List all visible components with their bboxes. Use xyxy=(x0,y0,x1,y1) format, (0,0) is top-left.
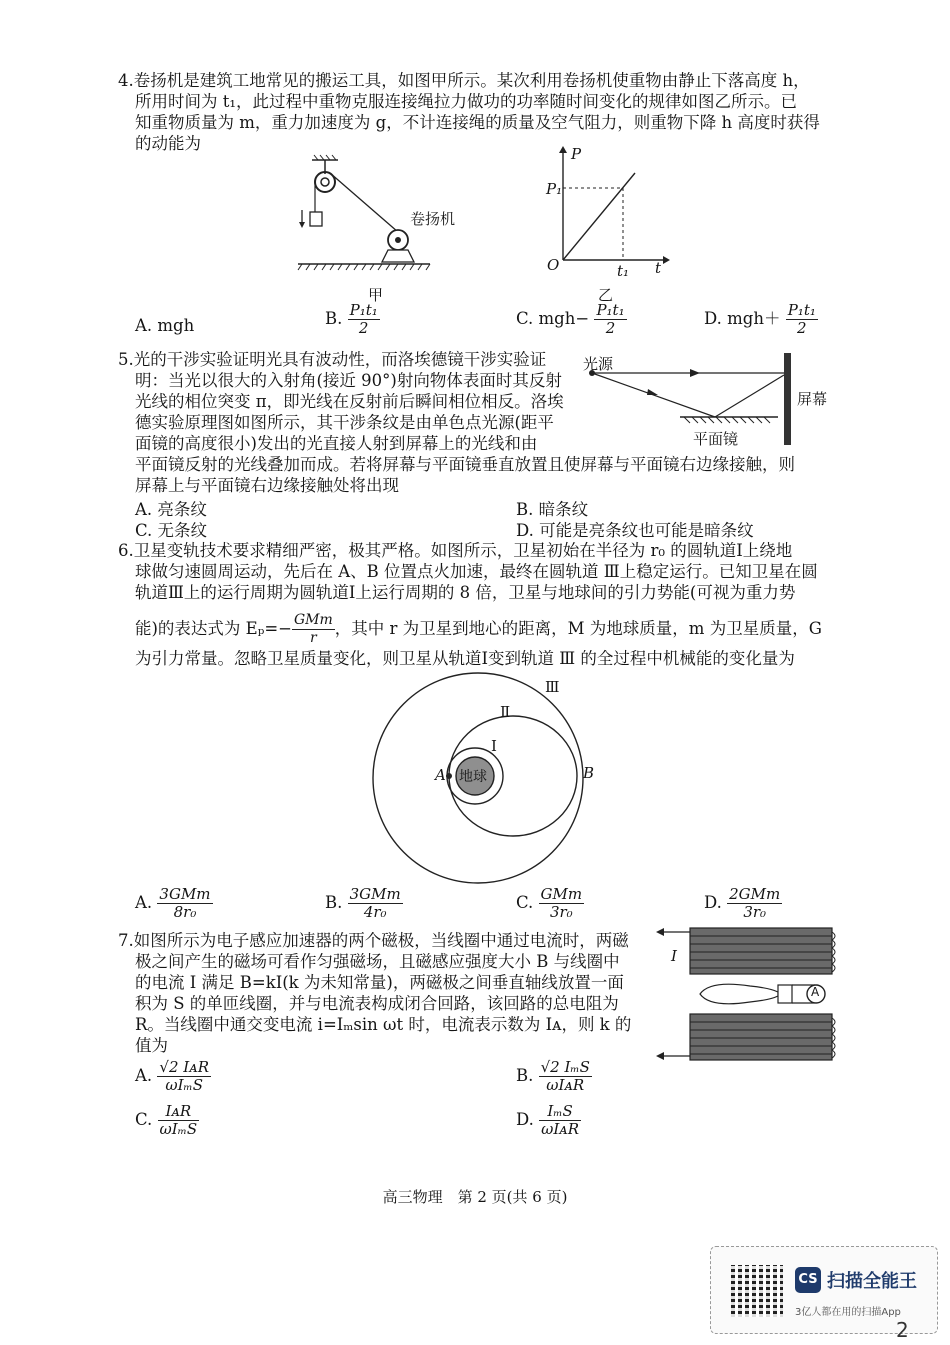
qr-code-icon xyxy=(731,1265,783,1317)
q7-option-a-fraction xyxy=(157,1059,211,1094)
axis-p-label: P xyxy=(571,145,582,163)
q4-option-b-prefix: B. xyxy=(325,309,343,328)
q4-option-a-text: A. mgh xyxy=(135,316,195,335)
q7-option-d-den: ωIᴀR xyxy=(541,1120,580,1138)
q4-option-b-den: 2 xyxy=(358,319,369,337)
q6-option-a[interactable] xyxy=(135,886,213,921)
q6-line-5: 为引力常量。忽略卫星质量变化，则卫星从轨道Ⅰ变到轨道 Ⅲ 的全过程中机械能的变化量为 xyxy=(135,649,795,668)
light-source-label: 光源 xyxy=(583,355,614,373)
q6-option-c-fraction xyxy=(539,886,585,921)
q4-option-d-num: P₁t₁ xyxy=(787,301,816,319)
q7-option-a[interactable] xyxy=(135,1059,211,1094)
q4-option-b[interactable] xyxy=(325,302,380,337)
page-footer: 高三物理 第 2 页(共 6 页) xyxy=(382,1188,568,1206)
scanner-slogan: 3亿人都在用的扫描App xyxy=(795,1307,901,1318)
orbit-ii-label: Ⅱ xyxy=(500,703,511,721)
power-time-graph xyxy=(545,145,670,275)
q7-option-c-fraction xyxy=(158,1103,200,1138)
point-a-label: A xyxy=(435,766,446,784)
q7-option-b-fraction xyxy=(539,1059,592,1094)
q6-line-4-pre: 能)的表达式为 Eₚ=− xyxy=(135,619,292,638)
q7-option-b-num: √2 IₘS xyxy=(540,1058,590,1076)
q7-line-4: 积为 S 的单匝线圈，并与电流表构成闭合回路，该回路的总电阻为 xyxy=(135,994,619,1013)
q6-option-d-fraction xyxy=(727,886,782,921)
current-i-label: I xyxy=(671,947,677,965)
page-corner-number: 2 xyxy=(896,1318,909,1342)
q7-option-d-prefix: D. xyxy=(516,1110,534,1129)
q4-option-d-den: 2 xyxy=(797,319,807,337)
orbit-i-label: Ⅰ xyxy=(491,737,497,755)
q6-option-d-num: 2GMm xyxy=(729,885,781,903)
q7-line-3: 的电流 I 满足 B=kI(k 为未知常量)，两磁极之间垂直轴线放置一面 xyxy=(135,973,624,992)
q6-option-a-den: 8r₀ xyxy=(173,903,197,921)
q5-line-2: 明：当光以很大的入射角(接近 90°)射向物体表面时其反射 xyxy=(135,371,562,390)
q6-line-2: 球做匀速圆周运动，先后在 A、B 位置点火加速，最终在圆轨道 Ⅲ上稳定运行。已知卫星在圆 xyxy=(135,562,818,581)
q6-line-3: 轨道Ⅲ上的运行周期为圆轨道Ⅰ上运行周期的 8 倍，卫星与地球间的引力势能(可视为重力势 xyxy=(135,583,796,602)
q6-option-c-num: GMm xyxy=(540,885,583,903)
q4-option-b-num: P₁t₁ xyxy=(349,301,378,319)
q7-option-b[interactable] xyxy=(516,1059,592,1094)
q4-option-b-fraction xyxy=(348,302,380,337)
q7-option-d[interactable] xyxy=(516,1103,581,1138)
q6-option-d-den: 3r₀ xyxy=(743,903,767,921)
q4-line-2: 所用时间为 t₁，此过程中重物克服连接绳拉力做功的功率随时间变化的规律如图乙所示。已 xyxy=(135,92,797,111)
q4-option-c-fraction xyxy=(594,302,626,337)
q6-option-c-prefix: C. xyxy=(516,893,534,912)
q7-option-c-num: IᴀR xyxy=(158,1103,200,1121)
q7-option-b-prefix: B. xyxy=(516,1066,534,1085)
p1-label: P₁ xyxy=(546,180,563,198)
q4-option-a[interactable] xyxy=(135,316,194,335)
q7-line-5: R。当线圈中通交变电流 i=Iₘsin ωt 时，电流表示数为 Iᴀ，则 k 的 xyxy=(135,1015,632,1034)
q4-option-c-den: 2 xyxy=(605,319,616,337)
orbit-iii-label: Ⅲ xyxy=(545,678,560,696)
q7-option-a-den: ωIₘS xyxy=(165,1076,204,1094)
q5-line-4: 德实验原理图如图所示，其干涉条纹是由单色点光源(距平 xyxy=(135,413,554,432)
q6-option-b-prefix: B. xyxy=(325,893,343,912)
q6-option-b-fraction xyxy=(348,886,403,921)
q6-option-b-den: 4r₀ xyxy=(363,903,387,921)
q7-option-a-num: √2 IᴀR xyxy=(159,1058,209,1076)
q5-line-5: 面镜的高度很小)发出的光直接人射到屏幕上的光线和由 xyxy=(135,434,538,453)
mirror-label: 平面镜 xyxy=(693,430,739,448)
q6-option-a-num: 3GMm xyxy=(159,885,211,903)
q6-option-a-prefix: A. xyxy=(135,893,153,912)
q7-option-c-prefix: C. xyxy=(135,1110,153,1129)
q4-line-1: 4.卷扬机是建筑工地常见的搬运工具，如图甲所示。某次利用卷扬机使重物由静止下落高度 h， xyxy=(118,71,810,90)
winch-figure xyxy=(290,152,490,297)
q4-option-d-prefix: D. mgh＋ xyxy=(704,309,781,328)
q5-line-6: 平面镜反射的光线叠加而成。若将屏幕与平面镜垂直放置且使屏幕与平面镜右边缘接触，则 xyxy=(135,455,795,474)
q4-option-c-num: P₁t₁ xyxy=(596,301,625,319)
q6-option-c-den: 3r₀ xyxy=(549,903,573,921)
q6-line-1: 6.卫星变轨技术要求精细严密，极其严格。如图所示，卫星初始在半径为 r₀ 的圆轨道Ⅰ上绕地 xyxy=(118,541,793,560)
earth-label: 地球 xyxy=(459,769,487,785)
point-b-label: B xyxy=(583,764,595,782)
origin-label: O xyxy=(547,256,560,274)
q7-option-a-prefix: A. xyxy=(135,1066,153,1085)
q5-line-3: 光线的相位突变 π，即光线在反射前后瞬间相位相反。洛埃 xyxy=(135,392,564,411)
q5-option-b[interactable]: B. 暗条纹 xyxy=(516,500,589,519)
q7-line-1: 7.如图所示为电子感应加速器的两个磁极，当线圈中通过电流时，两磁 xyxy=(118,931,629,950)
q6-line-4 xyxy=(135,612,822,647)
q6-option-d[interactable] xyxy=(704,886,782,921)
potential-energy-fraction xyxy=(292,612,335,647)
q5-option-d[interactable]: D. 可能是亮条纹也可能是暗条纹 xyxy=(516,521,754,540)
axis-t-label: t xyxy=(655,259,662,277)
q6-frac-num: GMm xyxy=(293,612,333,628)
t1-label: t₁ xyxy=(617,262,630,280)
q4-line-4: 的动能为 xyxy=(135,134,201,153)
q6-option-b-num: 3GMm xyxy=(349,885,401,903)
q4-option-d-fraction xyxy=(786,302,818,337)
q6-option-d-prefix: D. xyxy=(704,893,722,912)
q4-line-3: 知重物质量为 m，重力加速度为 g，不计连接绳的质量及空气阻力，则重物下降 h 高度时获得 xyxy=(135,113,820,132)
q5-option-a[interactable]: A. 亮条纹 xyxy=(135,500,207,519)
q5-option-c[interactable]: C. 无条纹 xyxy=(135,521,208,540)
q7-option-d-num: IₘS xyxy=(539,1103,581,1121)
q7-option-b-den: ωIᴀR xyxy=(546,1076,585,1094)
winch-label: 卷扬机 xyxy=(410,210,456,228)
figure-yi-caption: 乙 xyxy=(598,286,614,304)
q6-option-c[interactable] xyxy=(516,886,584,921)
q4-option-c[interactable] xyxy=(516,302,627,337)
q7-option-d-fraction xyxy=(539,1103,581,1138)
q6-option-b[interactable] xyxy=(325,886,403,921)
q7-line-6: 值为 xyxy=(135,1036,168,1055)
q5-line-1: 5.光的干涉实验证明光具有波动性，而洛埃德镜干涉实验证 xyxy=(118,350,547,369)
figure-jia-caption: 甲 xyxy=(368,286,384,304)
q6-line-4-post: ，其中 r 为卫星到地心的距离，M 为地球质量，m 为卫星质量，G xyxy=(334,619,822,638)
scanner-app-name: 扫描全能王 xyxy=(827,1271,917,1292)
q4-option-c-prefix: C. mgh− xyxy=(516,309,590,328)
q5-line-7: 屏幕上与平面镜右边缘接触处将出现 xyxy=(135,476,399,495)
q6-frac-den: r xyxy=(310,630,317,646)
q4-option-d[interactable] xyxy=(704,302,818,337)
q7-option-c[interactable] xyxy=(135,1103,199,1138)
ammeter-icon: A xyxy=(811,985,820,999)
cs-logo-icon: CS xyxy=(795,1267,821,1293)
screen-label: 屏幕 xyxy=(797,390,828,408)
q7-option-c-den: ωIₘS xyxy=(159,1120,198,1138)
q7-line-2: 极之间产生的磁场可看作匀强磁场，且磁感应强度大小 B 与线圈中 xyxy=(135,952,620,971)
q6-option-a-fraction xyxy=(157,886,212,921)
